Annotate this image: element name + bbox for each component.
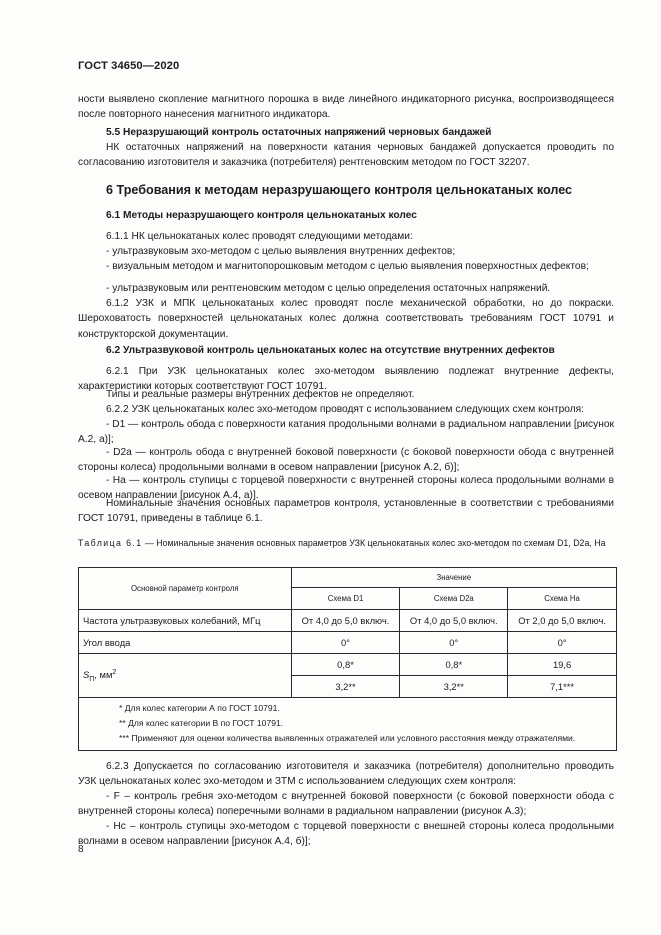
para-6-1-1: 6.1.1 НК цельнокатаных колес проводят следующими методами: xyxy=(106,231,413,242)
row-sp-a-ha: 19,6 xyxy=(508,654,617,676)
table-row xyxy=(79,610,617,632)
sp-subscript: П xyxy=(89,675,95,683)
section-5-5-heading: 5.5 Неразрушающий контроль остаточных напряжений черновых бандажей xyxy=(106,127,492,138)
note-2: ** Для колес категории В по ГОСТ 10791. xyxy=(119,718,284,728)
row-freq-d2a: От 4,0 до 5,0 включ. xyxy=(400,610,508,632)
header-scheme-ha: Схема На xyxy=(508,588,617,610)
list-item-d1: - D1 — контроль обода с поверхности катания продольными волнами в радиальном направлении [рисунок А.2, а)]; xyxy=(78,419,614,446)
page-number: 8 xyxy=(78,844,84,855)
row-freq-d1: От 4,0 до 5,0 включ. xyxy=(291,610,400,632)
list-item-ha: - На — контроль ступицы с торцевой поверхности с внутренней стороны колеса продольными волнами в осевом направлении [рисунок А.4, а)]. xyxy=(78,475,614,502)
list-item-hc: - Hc – контроль ступицы эхо-методом с торцевой поверхности с внешней стороны колеса продольными волнами в осевом направлении [рисунок А.4, б)]; xyxy=(78,821,614,848)
row-freq-ha: От 2,0 до 5,0 включ. xyxy=(508,610,617,632)
header-param: Основной параметр контроля xyxy=(79,568,292,610)
note-1: * Для колес категории А по ГОСТ 10791. xyxy=(119,703,280,713)
list-item-f: - F – контроль гребня эхо-методом с внутренней боковой поверхности (с боковой поверхности обода с внутренней стороны колеса) поперечными волнами в радиальном направлении (рисунок А.3); xyxy=(78,791,614,818)
sp-unit-power: 2 xyxy=(112,668,117,676)
sp-symbol: S xyxy=(83,668,90,680)
section-6-2-heading: 6.2 Ультразвуковой контроль цельнокатаных колес на отсутствие внутренних дефектов xyxy=(106,345,555,356)
parameters-table xyxy=(78,567,617,751)
row-sp-label xyxy=(79,654,292,698)
table-caption xyxy=(78,537,618,550)
para-6-2-1-note: Типы и реальные размеры внутренних дефектов не определяют. xyxy=(106,389,415,400)
list-item-xray: - ультразвуковым или рентгеновским методом с целью определения остаточных напряжений. xyxy=(106,283,551,294)
note-3: *** Применяют для оценки количества выявленных отражателей или условного расстояния между отражателями. xyxy=(119,733,576,743)
row-angle-ha: 0° xyxy=(508,632,617,654)
list-item-visual: - визуальным методом и магнитопорошковым методом с целью выявления поверхностных дефектов; xyxy=(106,261,589,272)
row-sp-b-ha: 7,1*** xyxy=(508,676,617,698)
intro-paragraph: ности выявлено скопление магнитного порошка в виде линейного индикаторного рисунка, воспроизводящееся после повторного нанесения магнитного индикатора. xyxy=(78,94,614,121)
table-header-row xyxy=(79,568,617,588)
standard-header: ГОСТ 34650—2020 xyxy=(78,60,180,72)
table-row xyxy=(79,632,617,654)
row-sp-a-d1: 0,8* xyxy=(291,654,400,676)
para-6-2-3: 6.2.3 Допускается по согласованию изготовителя и заказчика (потребителя) дополнительно проводить УЗК цельнокатаных колес эхо-методом и ЗТМ с использованием следующих схем контроля: xyxy=(78,761,614,788)
section-5-5-text: НК остаточных напряжений на поверхности катания черновых бандажей допускается проводить по согласованию изготовителя и заказчика (потребителя) рентгеновским методом по ГОСТ 32207. xyxy=(78,142,614,169)
section-6-heading: 6 Требования к методам неразрушающего контроля цельнокатаных колес xyxy=(106,183,573,197)
table-notes xyxy=(79,698,617,751)
row-sp-a-d2a: 0,8* xyxy=(400,654,508,676)
row-sp-b-d2a: 3,2** xyxy=(400,676,508,698)
table-caption-label: Таблица 6.1 xyxy=(78,538,143,548)
table-notes-row xyxy=(79,698,617,751)
header-scheme-d2a: Схема D2a xyxy=(400,588,508,610)
list-item-ultrasonic: - ультразвуковым эхо-методом с целью выявления внутренних дефектов; xyxy=(106,246,456,257)
header-value: Значение xyxy=(291,568,616,588)
row-angle-label: Угол ввода xyxy=(79,632,292,654)
list-item-d2a: - D2a — контроль обода с внутренней боковой поверхности (с боковой поверхности обода с внутренней стороны колеса) продольными волнами в осевом направлении [рисунок А.2, б)]; xyxy=(78,447,614,474)
table-row xyxy=(79,654,617,676)
row-freq-label: Частота ультразвуковых колебаний, МГц xyxy=(79,610,292,632)
para-6-1-2: 6.1.2 УЗК и МПК цельнокатаных колес проводят после механической обработки, но до покраски. Шероховатость поверхностей цельнокатаных колес должна соответствовать требованиям ГОСТ 10791 и конструкторской документации. xyxy=(78,298,614,340)
row-angle-d2a: 0° xyxy=(400,632,508,654)
table-caption-text: — Номинальные значения основных параметров УЗК цельнокатаных колес эхо-методом по схемам D1, D2a, Ha xyxy=(142,538,606,548)
para-6-2-2: 6.2.2 УЗК цельнокатаных колес эхо-методом проводят с использованием следующих схем контроля: xyxy=(106,404,585,415)
row-sp-b-d1: 3,2** xyxy=(291,676,400,698)
sp-unit: , мм xyxy=(94,668,113,680)
section-6-1-heading: 6.1 Методы неразрушающего контроля цельнокатаных колес xyxy=(106,210,417,221)
para-6-2-1: 6.2.1 При УЗК цельнокатаных колес эхо-методом выявлению подлежат внутренние дефекты, характеристики которых соответствуют ГОСТ 10791. xyxy=(78,366,614,393)
row-angle-d1: 0° xyxy=(291,632,400,654)
header-scheme-d1: Схема D1 xyxy=(291,588,400,610)
para-6-2-2-values: Номинальные значения основных параметров контроля, установленные в соответствии с требованиями ГОСТ 10791, приведены в таблице 6.1. xyxy=(78,498,614,525)
